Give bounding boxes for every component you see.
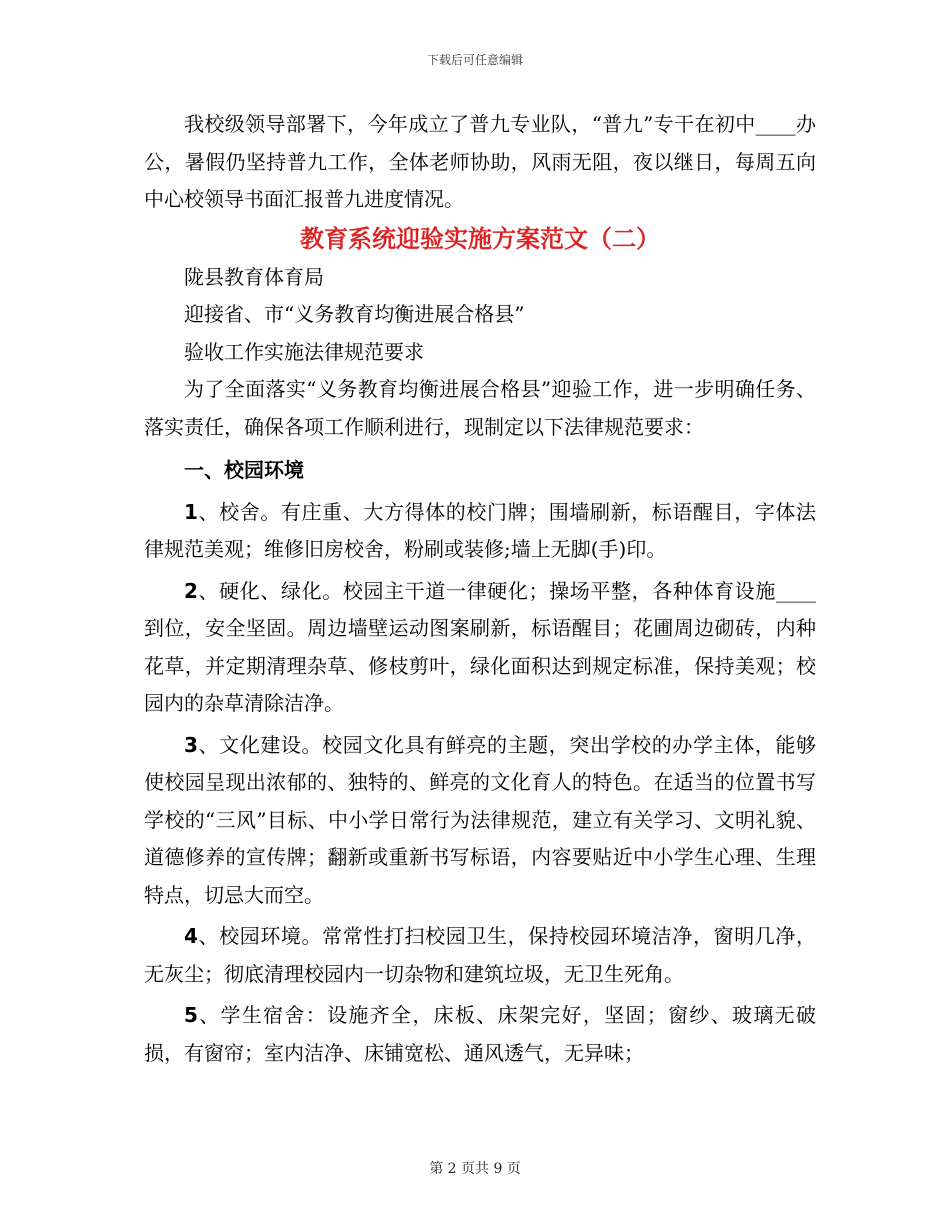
org-line: 陇县教育体育局: [184, 264, 324, 289]
item-number: 5: [184, 1003, 198, 1027]
page-header: 下载后可任意编辑: [426, 53, 523, 67]
item-text: 、文化建设。校园文化具有鲜亮的主题，突出学校的办学主体，能够使校园呈现出浓郁的、独特的、鲜亮的文化育人的特色。在适当的位置书写学校的“三风”目标、中小学日常行为法律规范，建立有关学习、文明礼貌、道德修养的宣传牌；翻新或重新书写标语，内容要贴近中小学生心理、生理特点，切忌大而空。: [144, 732, 816, 907]
document-title: 教育系统迎验实施方案范文（二）: [300, 224, 660, 253]
item-number: 1: [184, 499, 198, 524]
list-item: [144, 727, 816, 915]
list-item: [144, 573, 816, 723]
list-item: [144, 918, 816, 993]
item-number: 2: [184, 578, 198, 603]
intro-paragraph: 我校级领导部署下，今年成立了普九专业队，“普九”专干在初中____办公，暑假仍坚持普九工作，全体老师协助，风雨无阻，夜以继日，每周五向中心校领导书面汇报普九进度情况。: [144, 112, 816, 211]
item-text: 、学生宿舍：设施齐全，床板、床架完好，坚固；窗纱、玻璃无破损，有窗帘；室内洁净、床铺宽松、通风透气，无异味；: [144, 1003, 816, 1065]
page-footer: 第 2 页共 9 页: [429, 1161, 521, 1177]
requirements-line: 验收工作实施法律规范要求: [184, 339, 424, 364]
item-text: 、硬化、绿化。校园主干道一律硬化；操场平整，各种体育设施____到位，安全坚固。周边墙壁运动图案刷新，标语醒目；花圃周边砌砖，内种花草，并定期清理杂草、修枝剪叶，绿化面积达到规定标准，保持美观；校园内的杂草清除洁净。: [144, 578, 816, 715]
item-text: 、校园环境。常常性打扫校园卫生，保持校园环境洁净，窗明几净，无灰尘；彻底清理校园内一切杂物和建筑垃圾，无卫生死角。: [144, 924, 816, 986]
section-heading-campus-environment: 一、校园环境: [184, 458, 304, 482]
document-body: [144, 106, 816, 1072]
welcome-line: 迎接省、市“义务教育均衡进展合格县”: [184, 302, 525, 326]
item-number: 4: [184, 924, 198, 948]
list-item: [144, 997, 816, 1072]
purpose-paragraph: 为了全面落实“义务教育均衡进展合格县”迎验工作，进一步明确任务、落实责任，确保各项工作顺利进行，现制定以下法律规范要求：: [144, 377, 816, 439]
item-number: 3: [184, 732, 198, 757]
list-item: [144, 494, 816, 569]
item-text: 、校舍。有庄重、大方得体的校门牌；围墙刷新，标语醒目，字体法律规范美观；维修旧房校舍，粉刷或装修;墙上无脚(手)印。: [144, 499, 816, 561]
